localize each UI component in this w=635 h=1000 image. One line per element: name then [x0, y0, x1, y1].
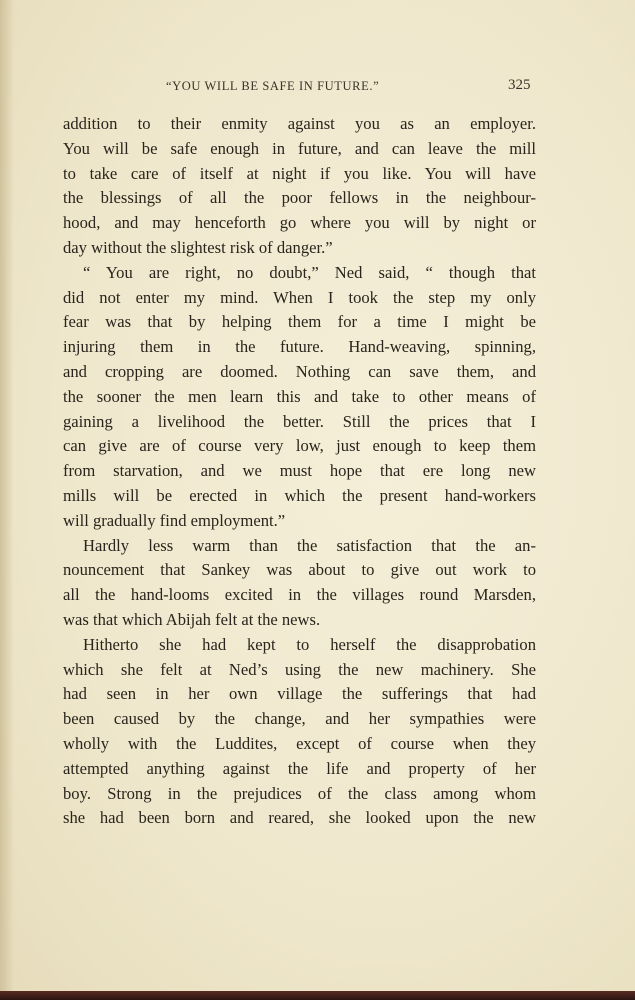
text-line: had seen in her own village the sufferings that had: [63, 684, 536, 704]
text-line: “ You are right, no doubt,” Ned said, “ though that: [83, 262, 536, 282]
text-line: fear was that by helping them for a time I might be: [63, 312, 536, 332]
text-line: was that which Abijah felt at the news.: [63, 609, 321, 629]
text-line: she had been born and reared, she looked upon the new: [63, 808, 536, 828]
text-line: been caused by the change, and her sympathies were: [63, 709, 536, 729]
text-line: the blessings of all the poor fellows in the neighbour-: [63, 188, 536, 208]
page-gutter-shadow: [0, 0, 14, 1000]
text-line: Hardly less warm than the satisfaction that the an-: [83, 535, 536, 555]
text-line: addition to their enmity against you as an employer.: [63, 114, 536, 133]
text-line: day without the slightest risk of danger.”: [63, 237, 333, 257]
page-number: 325: [508, 77, 531, 93]
text-line: attempted anything against the life and property of her: [63, 758, 536, 778]
text-line: mills will be erected in which the present hand-workers: [63, 485, 536, 505]
text-line: boy. Strong in the prejudices of the class among whom: [63, 783, 536, 803]
text-line: from starvation, and we must hope that ere long new: [63, 461, 536, 481]
text-line: gaining a livelihood the better. Still the prices that I: [63, 411, 536, 431]
text-line: injuring them in the future. Hand-weaving, spinning,: [63, 337, 536, 357]
text-line: which she felt at Ned’s using the new machinery. She: [63, 659, 536, 679]
page-bottom-edge: [0, 991, 635, 1000]
body-text: [63, 112, 536, 831]
text-line: will gradually find employment.”: [63, 510, 286, 530]
text-line: can give are of course very low, just enough to keep them: [63, 436, 536, 456]
text-line: and cropping are doomed. Nothing can save them, and: [63, 361, 536, 381]
text-line: You will be safe enough in future, and can leave the mill: [63, 138, 536, 158]
text-line: the sooner the men learn this and take to other means of: [63, 386, 536, 406]
text-line: to take care of itself at night if you like. You will have: [63, 163, 536, 183]
running-head-title: “YOU WILL BE SAFE IN FUTURE.”: [166, 79, 380, 93]
text-line: nouncement that Sankey was about to give out work to: [63, 560, 536, 580]
text-line: did not enter my mind. When I took the step my only: [63, 287, 536, 307]
text-line: Hitherto she had kept to herself the disapprobation: [83, 634, 536, 654]
text-line: hood, and may henceforth go where you will by night or: [63, 213, 536, 233]
text-line: wholly with the Luddites, except of course when they: [63, 733, 536, 753]
text-line: all the hand-looms excited in the villages round Marsden,: [63, 585, 536, 605]
